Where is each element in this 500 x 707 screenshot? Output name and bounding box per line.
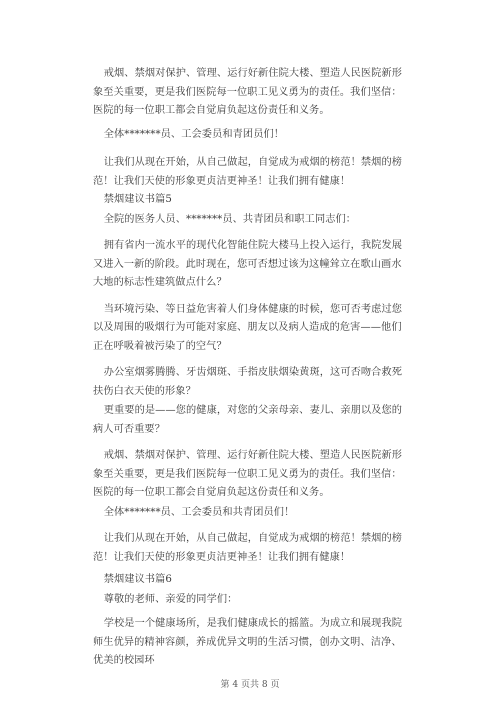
document-body [93,65,411,671]
paragraph: 禁烟建议书篇6 [103,574,173,585]
paragraph: 让我们从现在开始，从自己做起，自觉成为戒烟的榜范！禁烟的榜范！让我们天使的形象更贞洁更神圣！让我们拥有健康！ [93,157,403,187]
paragraph: 全体*******员、工会委员和共青团员们！ [103,506,295,518]
paragraph: 戒烟、禁烟对保护、管理、运行好新住院大楼、塑造人民医院新形象至关重要，更是我们医院每一位职工见义勇为的责任。我们坚信：医院的每一位职工都会自觉肩负起这份责任和义务。 [93,68,403,116]
paragraph: 当环境污染、等日益危害着人们身体健康的时候，您可否考虑过您以及周围的吸烟行为可能对家庭、朋友以及病人造成的危害——他们正在呼吸着被污染了的空气？ [93,303,403,352]
paragraph: 更重要的是——您的健康，对您的父亲母亲、妻儿、亲朋以及您的病人可否重要？ [93,405,403,435]
paragraph: 尊敬的老师、亲爱的同学们： [103,593,238,605]
paragraph: 办公室烟雾腾腾、牙齿烟斑、手指皮肤烟染黄斑，这可否吻合救死扶伤白衣天使的形象？ [93,367,403,397]
paragraph: 学校是一个健康场所，是我们健康成长的摇篮。为成立和展现我院师生优异的精神容颜，养成优异文明的生活习惯，创办文明、洁净、优美的校园环 [93,618,403,666]
paragraph: 戒烟、禁烟对保护、管理、运行好新住院大楼、塑造人民医院新形象至关重要，更是我们医院每一位职工见义勇为的责任。我们坚信：医院的每一位职工都会自觉肩负起这份责任和义务。 [93,450,403,498]
page-footer: 第 4 页共 8 页 [220,680,280,690]
paragraph: 全体*******员、工会委员和青团员们！ [103,128,285,140]
paragraph: 拥有省内一流水平的现代化智能住院大楼马上投入运行，我院发展又进入一新的阶段。此时现在，您可否想过该为这幢耸立在歌山画水大地的标志性建筑做点什么？ [93,240,403,288]
paragraph: 让我们从现在开始，从自己做起，自觉成为戒烟的榜范！禁烟的榜范！让我们天使的形象更贞洁更神圣！让我们拥有健康！ [93,533,403,563]
paragraph: 禁烟建议书篇5 [103,194,173,205]
paragraph: 全院的医务人员、*******员、共青团员和职工同志们： [103,213,357,225]
